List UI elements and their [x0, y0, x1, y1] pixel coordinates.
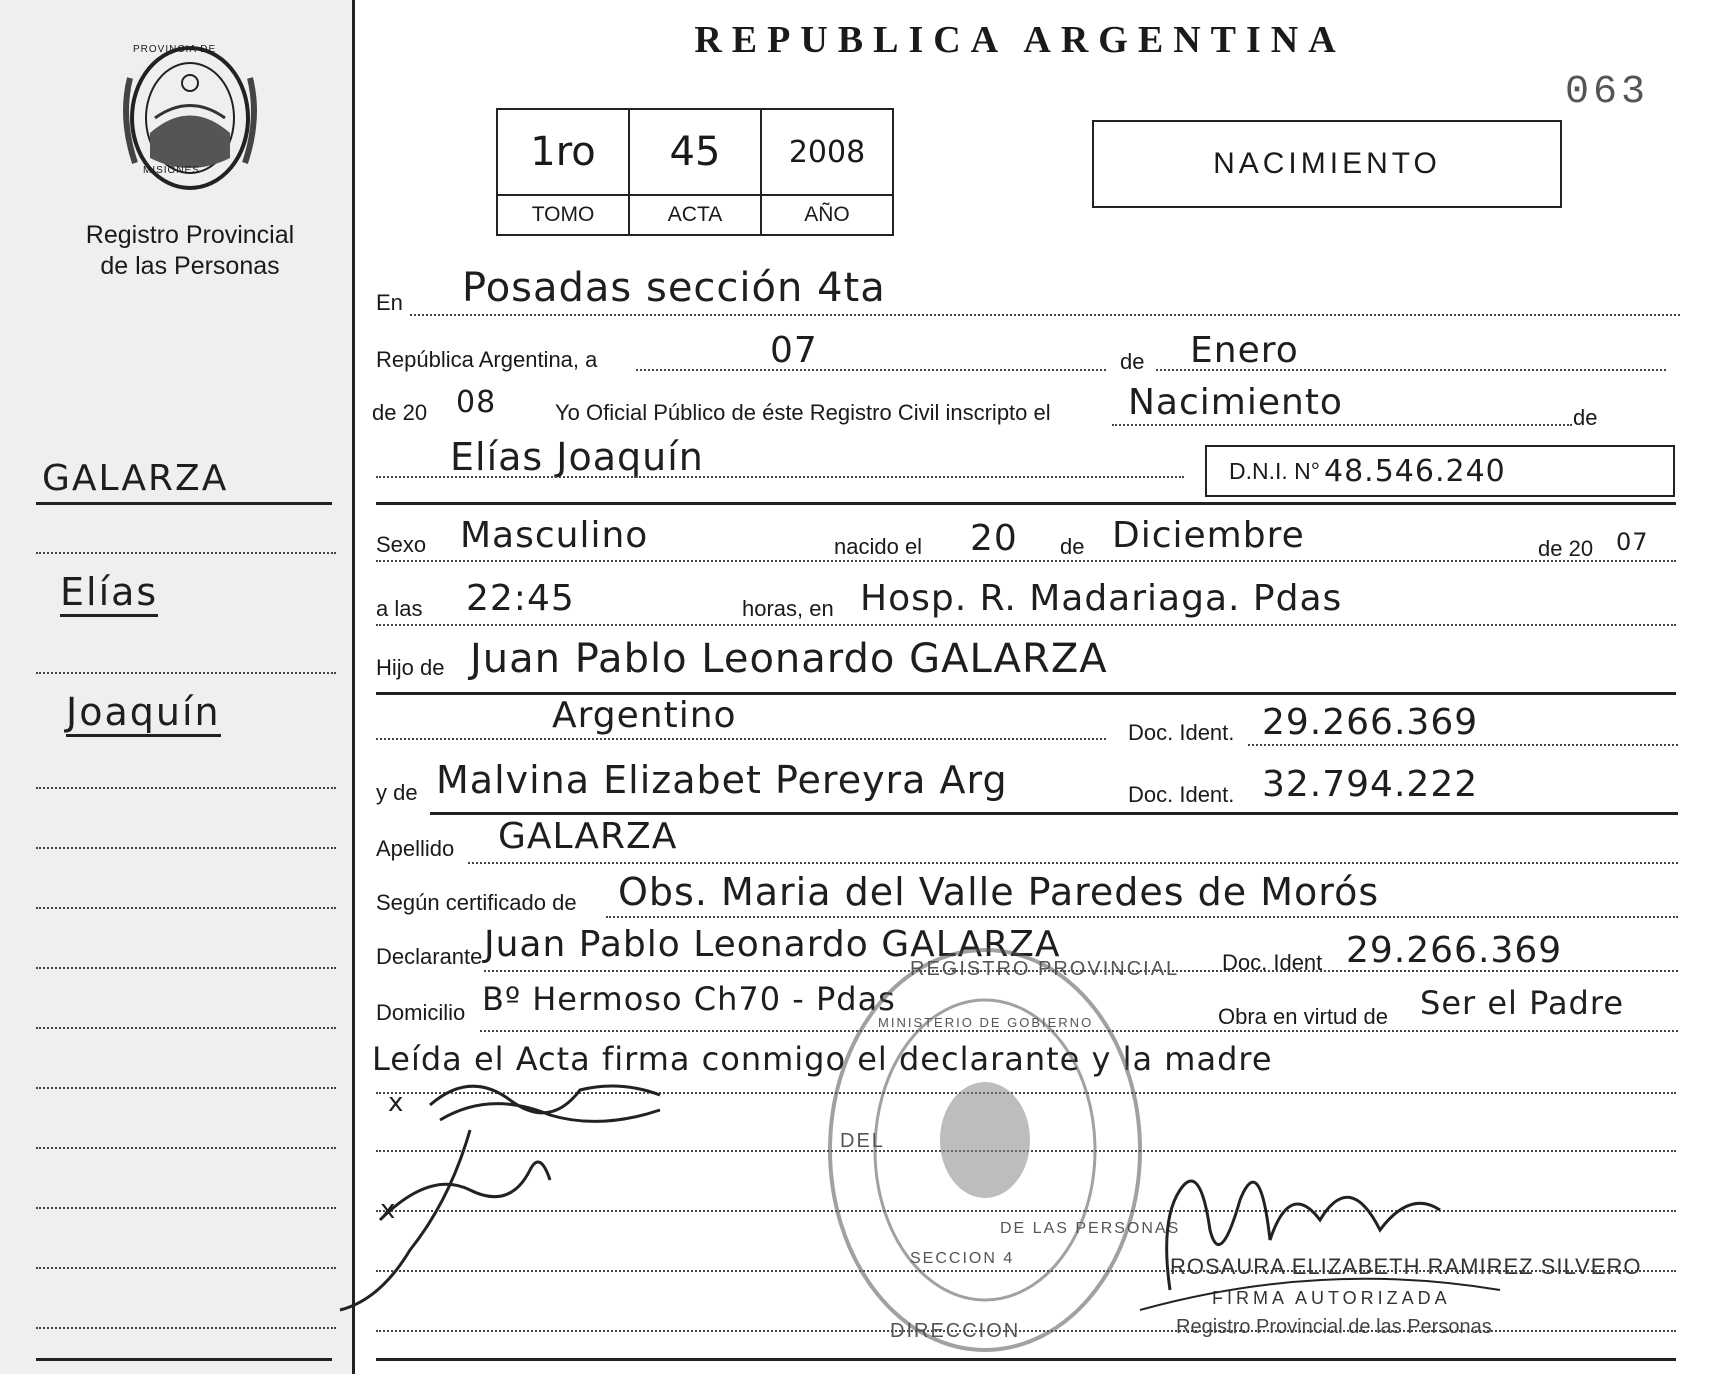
sheet-number: 063: [1565, 70, 1650, 115]
stub-dotted-line: [36, 552, 336, 554]
oficial-text: Yo Oficial Público de éste Registro Civil inscripto el: [555, 400, 1051, 425]
stub-surname-rule: [36, 502, 332, 505]
apellido-value: GALARZA: [498, 816, 678, 857]
stamp-ring-bottom: DIRECCION: [890, 1320, 1021, 1342]
certificate-issuer: Obs. Maria del Valle Paredes de Morós: [618, 870, 1380, 914]
stamp-inner-top: MINISTERIO DE GOBIERNO: [878, 1015, 1094, 1030]
de-label: de: [1120, 349, 1145, 374]
doc-ident-label-3: Doc. Ident: [1222, 950, 1323, 975]
obra-value: Ser el Padre: [1420, 984, 1624, 1022]
alas-label: a las: [376, 596, 423, 621]
person-name-dots: [376, 476, 1184, 478]
mother-name: Malvina Elizabet Pereyra Arg: [436, 758, 1008, 802]
official-name: ROSAURA ELIZABETH RAMIREZ SILVERO: [1170, 1254, 1642, 1279]
stamp-ring-top: REGISTRO PROVINCIAL: [910, 958, 1180, 980]
seal-text-bottom: MISIONES: [143, 165, 200, 176]
republica-label: República Argentina, a: [376, 347, 598, 372]
dni-value: 48.546.240: [1323, 453, 1506, 489]
stub-dotted-line: [36, 967, 336, 969]
acta-value: 45: [629, 109, 761, 195]
birth-year: 07: [1616, 528, 1649, 556]
signature-mark-2: x: [380, 1195, 397, 1225]
nacido-label: nacido el: [834, 534, 923, 559]
tomo-label: TOMO: [497, 195, 629, 235]
declarante-doc: 29.266.369: [1346, 930, 1563, 971]
registration-month: Enero: [1190, 330, 1299, 371]
official-role: FIRMA AUTORIZADA: [1212, 1288, 1451, 1308]
sexo-label: Sexo: [376, 532, 427, 557]
day-dots: [636, 369, 1106, 371]
stub-dotted-line: [36, 1207, 336, 1209]
en-label: En: [376, 290, 403, 315]
mother-doc: 32.794.222: [1262, 764, 1479, 805]
stub-dotted-line: [36, 1267, 336, 1269]
stamp-ring-right: DE LAS PERSONAS: [1000, 1220, 1181, 1237]
alas-dots: [376, 624, 1676, 626]
de200-label: de 20: [1538, 536, 1594, 561]
act-type-value: Nacimiento: [1128, 382, 1343, 423]
doc-ident-label-2: Doc. Ident.: [1128, 782, 1235, 807]
segun-dots: [606, 916, 1678, 918]
sexo-dots: [376, 560, 1676, 562]
stub-dotted-line: [36, 1147, 336, 1149]
hijo-label: Hijo de: [376, 655, 445, 680]
stub-dotted-line: [36, 1087, 336, 1089]
document-title: REPUBLICA ARGENTINA: [694, 19, 1346, 61]
stub-dotted-line: [36, 907, 336, 909]
dni-label: D.N.I. N°: [1229, 457, 1320, 484]
official-office: Registro Provincial de las Personas: [1176, 1316, 1492, 1338]
registration-day: 07: [770, 330, 818, 371]
tomo-value: 1ro: [497, 109, 629, 195]
yde-label: y de: [376, 780, 418, 805]
birth-time: 22:45: [466, 578, 575, 619]
de-label-2: de: [1573, 405, 1598, 430]
birth-place: Hosp. R. Madariaga. Pdas: [860, 578, 1343, 619]
ano-value: 2008: [761, 109, 893, 195]
de-label-3: de: [1060, 534, 1085, 559]
stub-dotted-line: [36, 1327, 336, 1329]
dni-box: [1205, 445, 1675, 497]
registry-name-line2: de las Personas: [100, 252, 280, 280]
signature-mark-1: x: [388, 1088, 405, 1118]
stamp-ring-left: DEL: [840, 1130, 885, 1152]
stub-dotted-line: [36, 1027, 336, 1029]
stub-bottom-rule: [36, 1358, 332, 1361]
father-nationality: Argentino: [552, 695, 737, 736]
section-rule: [376, 502, 1676, 505]
segun-label: Según certificado de: [376, 890, 577, 915]
stub-dotted-line: [36, 787, 336, 789]
father-name: Juan Pablo Leonardo GALARZA: [470, 636, 1108, 682]
stub-dotted-line: [36, 847, 336, 849]
stub-first-name: Elías: [60, 570, 158, 617]
father-doc: 29.266.369: [1262, 702, 1479, 743]
doc-ident-label: Doc. Ident.: [1128, 720, 1235, 745]
registry-name-line1: Registro Provincial: [85, 221, 295, 249]
stub-dotted-line: [36, 672, 336, 674]
stub-second-name: Joaquín: [66, 690, 221, 737]
nationality-dots: [376, 738, 1106, 740]
acta-label: ACTA: [629, 195, 761, 235]
place-value: Posadas sección 4ta: [462, 265, 886, 311]
domicilio-label: Domicilio: [376, 1000, 466, 1025]
mother-rule: [430, 812, 1678, 815]
declarant-signatures-icon: [320, 1050, 740, 1350]
ano-label: AÑO: [761, 195, 893, 235]
stamp-inner-bottom: SECCION 4: [910, 1250, 1015, 1267]
de20-label: de 20: [372, 400, 428, 425]
registration-year: 08: [456, 385, 497, 420]
document-type-box: NACIMIENTO: [1092, 120, 1562, 208]
leida-text: Leída el Acta firma conmigo el declarante y la madre: [372, 1040, 1273, 1078]
obra-label: Obra en virtud de: [1218, 1004, 1388, 1029]
declarante-name: Juan Pablo Leonardo GALARZA: [484, 924, 1061, 965]
apellido-dots: [468, 862, 1678, 864]
seal-text-top: PROVINCIA DE: [133, 44, 217, 55]
father-doc-dots: [1248, 744, 1678, 746]
act-type-dots: [1112, 424, 1572, 426]
birth-month: Diciembre: [1112, 515, 1305, 556]
stub-panel: [0, 0, 352, 1374]
act-reference-table: [496, 108, 894, 236]
birth-day: 20: [970, 518, 1018, 559]
horas-label: horas, en: [742, 596, 834, 621]
declarante-label: Declarante: [376, 944, 483, 969]
apellido-label: Apellido: [376, 836, 455, 861]
sexo-value: Masculino: [460, 515, 649, 556]
domicilio-value: Bº Hermoso Ch70 - Pdas: [482, 980, 896, 1018]
stub-surname: GALARZA: [42, 458, 229, 499]
person-name: Elías Joaquín: [450, 435, 704, 479]
en-dots: [410, 314, 1680, 316]
